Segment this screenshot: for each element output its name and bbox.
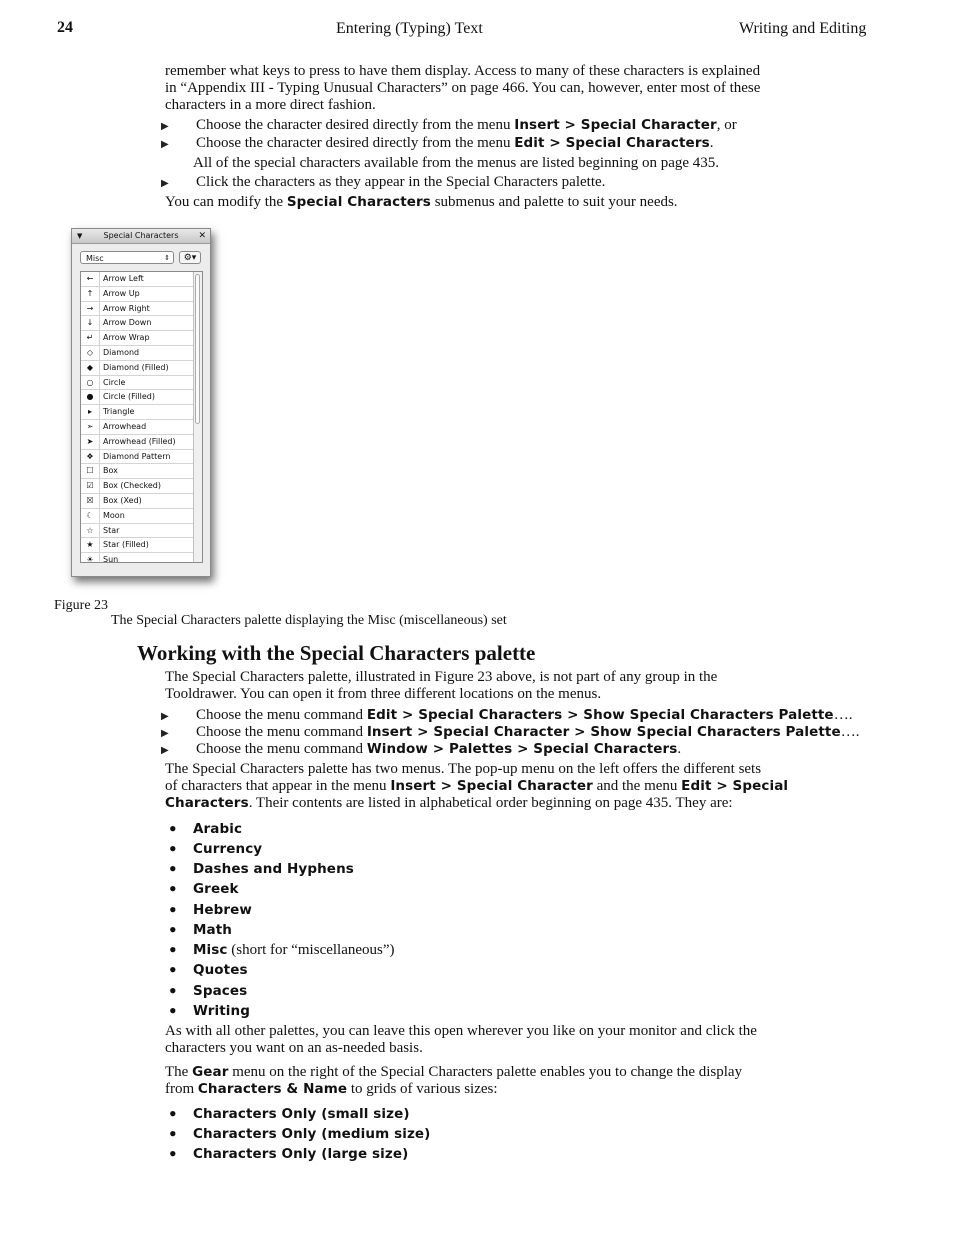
command-window: Choose the menu command Window > Palettes > Special Characters. — [196, 741, 682, 757]
character-name: Diamond (Filled) — [103, 362, 169, 372]
palette-row[interactable] — [81, 346, 202, 361]
character-glyph: ☆ — [81, 524, 100, 538]
section-para-1-line-2: Tooldrawer. You can open it from three different locations on the menus. — [165, 686, 602, 702]
set-list-item: Dashes and Hyphens — [193, 861, 354, 877]
character-name: Arrow Right — [103, 303, 150, 313]
set-list-item: Writing — [193, 1003, 250, 1019]
palette-row[interactable] — [81, 302, 202, 317]
dot-bullet-icon: • — [168, 840, 178, 858]
character-name: Diamond Pattern — [103, 451, 171, 461]
palette-row[interactable] — [81, 538, 202, 553]
running-header-section: Entering (Typing) Text — [336, 20, 483, 37]
character-name: Arrow Up — [103, 288, 140, 298]
collapse-icon[interactable]: ▼ — [77, 232, 83, 240]
dot-bullet-icon: • — [168, 1002, 178, 1020]
character-list[interactable] — [80, 271, 203, 563]
triangle-bullet-icon: ▶ — [161, 745, 169, 756]
character-name: Arrow Down — [103, 318, 152, 328]
intro-line-1: remember what keys to press to have them display. Access to many of these characters is explained — [165, 63, 761, 79]
close-icon[interactable]: ✕ — [198, 231, 206, 241]
triangle-bullet-icon: ▶ — [161, 139, 169, 150]
dot-bullet-icon: • — [168, 901, 178, 919]
palette-row[interactable] — [81, 376, 202, 391]
section-para-4-line-1: The Gear menu on the right of the Special Characters palette enables you to change the display — [165, 1064, 743, 1080]
palette-row[interactable] — [81, 390, 202, 405]
chevron-updown-icon: ⇕ — [164, 254, 170, 262]
intro-line-3: characters in a more direct fashion. — [165, 97, 376, 113]
triangle-bullet-icon: ▶ — [161, 178, 169, 189]
dot-bullet-icon: • — [168, 982, 178, 1000]
size-list-item: Characters Only (small size) — [193, 1106, 410, 1122]
character-glyph: ↓ — [81, 316, 100, 330]
section-para-3-line-1: As with all other palettes, you can leave this open wherever you like on your monitor and click the — [165, 1023, 757, 1039]
dot-bullet-icon: • — [168, 1145, 178, 1163]
character-name: Arrow Wrap — [103, 333, 150, 343]
section-para-4-line-2: from Characters & Name to grids of various sizes: — [165, 1081, 498, 1097]
character-glyph: ★ — [81, 538, 100, 552]
section-para-2-line-3: Characters. Their contents are listed in alphabetical order beginning on page 435. They are: — [165, 795, 733, 811]
method-edit: Choose the character desired directly from the menu Edit > Special Characters. — [196, 135, 714, 151]
character-glyph: → — [81, 302, 100, 316]
palette-row[interactable] — [81, 331, 202, 346]
set-list-item: Greek — [193, 881, 239, 897]
character-name: Triangle — [103, 407, 135, 417]
palette-title: Special Characters — [103, 231, 179, 240]
triangle-bullet-icon: ▶ — [161, 121, 169, 132]
dot-bullet-icon: • — [168, 921, 178, 939]
character-glyph: ▸ — [81, 405, 100, 419]
page-number: 24 — [57, 19, 73, 36]
character-name: Circle (Filled) — [103, 392, 155, 402]
character-name: Star — [103, 525, 120, 535]
character-name: Circle — [103, 377, 126, 387]
palette-row[interactable] — [81, 450, 202, 465]
triangle-bullet-icon: ▶ — [161, 728, 169, 739]
character-name: Box — [103, 466, 118, 476]
character-glyph: ☀ — [81, 553, 100, 563]
set-select[interactable] — [80, 251, 174, 264]
size-list-item: Characters Only (medium size) — [193, 1126, 431, 1142]
palette-row[interactable] — [81, 494, 202, 509]
section-para-2-line-2: of characters that appear in the menu Insert > Special Character and the menu Edit > Special — [165, 778, 789, 794]
character-glyph: ☾ — [81, 509, 100, 523]
command-insert: Choose the menu command Insert > Special Character > Show Special Characters Palette…. — [196, 724, 860, 740]
character-glyph: ↵ — [81, 331, 100, 345]
character-name: Arrowhead — [103, 421, 147, 431]
character-name: Arrowhead (Filled) — [103, 436, 176, 446]
section-heading: Working with the Special Characters palette — [137, 641, 536, 665]
dot-bullet-icon: • — [168, 860, 178, 878]
palette-row[interactable] — [81, 479, 202, 494]
dot-bullet-icon: • — [168, 1125, 178, 1143]
dot-bullet-icon: • — [168, 820, 178, 838]
character-glyph: ➤ — [81, 435, 100, 449]
figure-caption: The Special Characters palette displaying the Misc (miscellaneous) set — [111, 613, 507, 628]
method-note: All of the special characters available from the menus are listed beginning on page 435. — [193, 155, 720, 171]
character-name: Box (Checked) — [103, 481, 161, 491]
modify-paragraph: You can modify the Special Characters submenus and palette to suit your needs. — [165, 194, 678, 210]
palette-row[interactable] — [81, 553, 202, 563]
palette-row[interactable] — [81, 464, 202, 479]
character-glyph: ○ — [81, 376, 100, 390]
character-name: Star (Filled) — [103, 540, 149, 550]
gear-menu-button[interactable] — [179, 251, 201, 264]
character-name: Sun — [103, 555, 119, 563]
method-insert: Choose the character desired directly from the menu Insert > Special Character, or — [196, 117, 737, 133]
character-glyph: ◇ — [81, 346, 100, 360]
set-list-item: Hebrew — [193, 902, 253, 918]
section-para-2-line-1: The Special Characters palette has two menus. The pop-up menu on the left offers the different sets — [165, 761, 762, 777]
dot-bullet-icon: • — [168, 1105, 178, 1123]
intro-line-2: in “Appendix III - Typing Unusual Characters” on page 466. You can, however, enter most of these — [165, 80, 761, 96]
character-name: Moon — [103, 510, 125, 520]
character-glyph: ➣ — [81, 420, 100, 434]
command-edit: Choose the menu command Edit > Special Characters > Show Special Characters Palette…. — [196, 707, 853, 723]
set-list-item: Misc (short for “miscellaneous”) — [193, 942, 395, 958]
scrollbar-thumb[interactable] — [195, 274, 200, 424]
palette-row[interactable] — [81, 361, 202, 376]
set-list-item: Arabic — [193, 821, 243, 837]
character-glyph: ☐ — [81, 464, 100, 478]
character-glyph: ◆ — [81, 361, 100, 375]
dot-bullet-icon: • — [168, 941, 178, 959]
character-glyph: ↑ — [81, 287, 100, 301]
set-list-item: Currency — [193, 841, 263, 857]
character-name: Box (Xed) — [103, 495, 142, 505]
character-glyph: ❖ — [81, 450, 100, 464]
character-name: Diamond — [103, 347, 140, 357]
size-list-item: Characters Only (large size) — [193, 1146, 409, 1162]
palette-title-bar — [72, 229, 210, 244]
character-glyph: ☒ — [81, 494, 100, 508]
method-palette: Click the characters as they appear in the Special Characters palette. — [196, 174, 606, 190]
set-list-item: Math — [193, 922, 233, 938]
palette-row[interactable] — [81, 316, 202, 331]
character-glyph: ☑ — [81, 479, 100, 493]
dot-bullet-icon: • — [168, 961, 178, 979]
set-select-value: Misc — [86, 254, 104, 263]
palette-row[interactable] — [81, 420, 202, 435]
palette-row[interactable] — [81, 272, 202, 287]
scrollbar[interactable] — [193, 272, 202, 562]
character-glyph: ← — [81, 272, 100, 286]
dot-bullet-icon: • — [168, 880, 178, 898]
special-characters-palette — [71, 228, 211, 577]
palette-row[interactable] — [81, 287, 202, 302]
set-list-item: Quotes — [193, 962, 248, 978]
palette-row[interactable] — [81, 405, 202, 420]
set-list-item: Spaces — [193, 983, 248, 999]
palette-row[interactable] — [81, 435, 202, 450]
figure-label: Figure 23 — [54, 598, 109, 613]
gear-icon: ⚙▾ — [183, 253, 197, 263]
character-name: Arrow Left — [103, 274, 144, 283]
character-glyph: ● — [81, 390, 100, 404]
running-header-chapter: Writing and Editing — [739, 20, 867, 37]
palette-row[interactable] — [81, 509, 202, 524]
triangle-bullet-icon: ▶ — [161, 711, 169, 722]
palette-row[interactable] — [81, 524, 202, 539]
section-para-3-line-2: characters you want on an as-needed basis. — [165, 1040, 423, 1056]
section-para-1-line-1: The Special Characters palette, illustrated in Figure 23 above, is not part of any group in the — [165, 669, 718, 685]
